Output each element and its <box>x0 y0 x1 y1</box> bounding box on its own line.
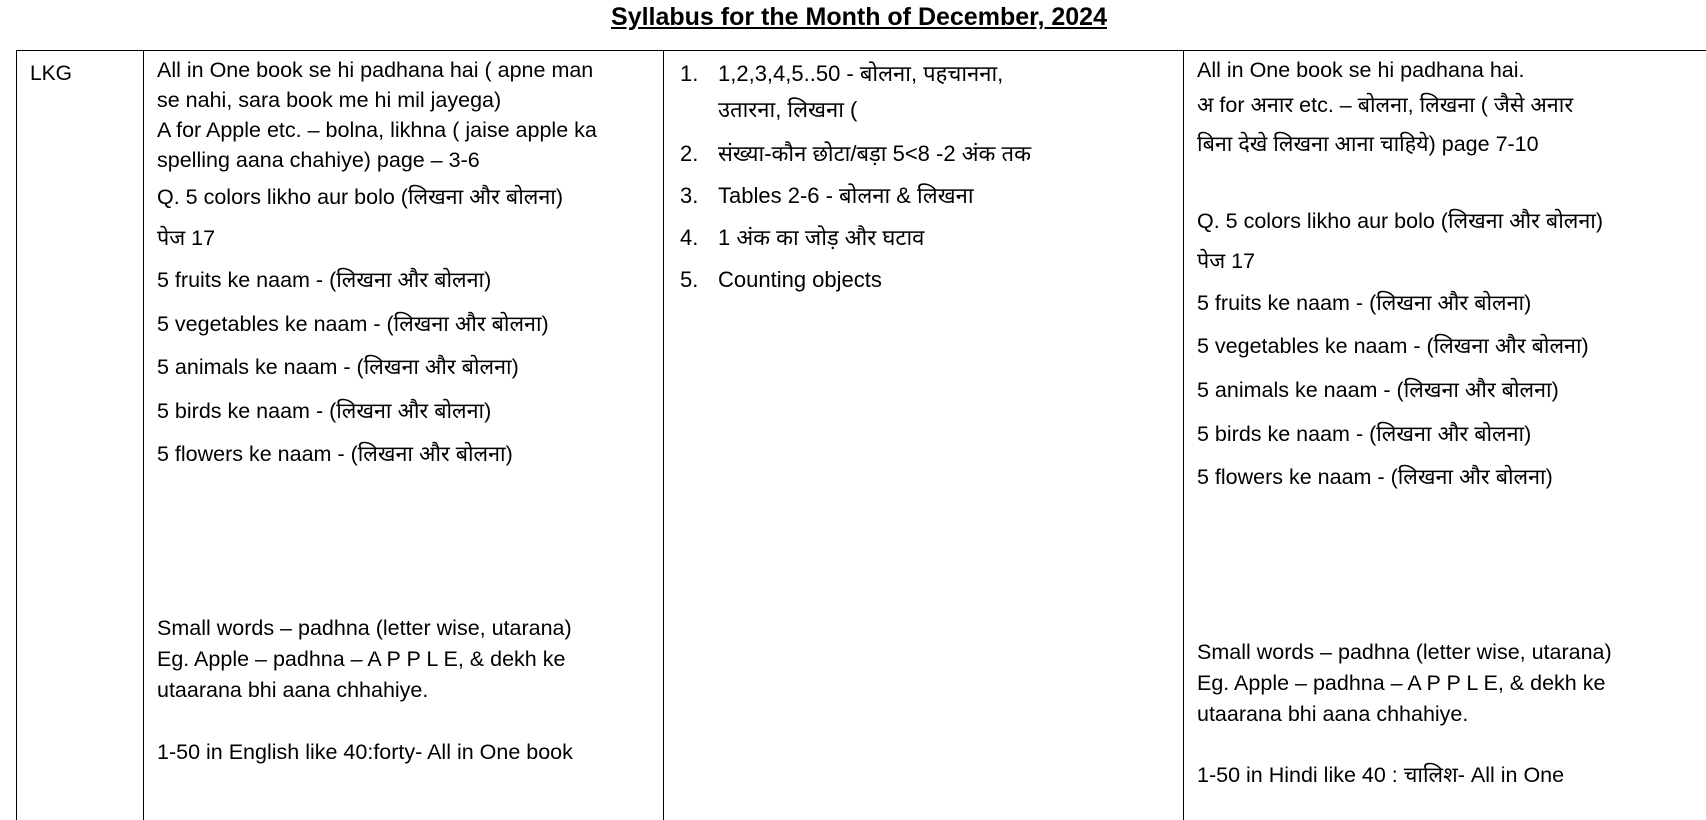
english-item: पेज 17 <box>157 226 216 250</box>
english-numbers-line: 1-50 in English like 40:forty- All in One book <box>157 740 573 764</box>
maths-item <box>680 265 882 295</box>
maths-item-number: 5. <box>680 267 699 292</box>
hindi-intro-line: बिना देखे लिखना आना चाहिये) page 7-10 <box>1197 132 1539 156</box>
page-title: Syllabus for the Month of December, 2024 <box>611 3 1107 31</box>
hindi-small-words-line: Small words – padhna (letter wise, utarana) <box>1197 640 1612 664</box>
maths-item-number: 2. <box>680 141 699 166</box>
maths-item-number: 4. <box>680 225 699 250</box>
hindi-numbers-line: 1-50 in Hindi like 40 : चालिश- All in One <box>1197 763 1565 787</box>
hindi-item: 5 animals ke naam - (लिखना और बोलना) <box>1197 378 1559 402</box>
english-small-words-line: Eg. Apple – padhna – A P P L E, & dekh ke <box>157 647 566 671</box>
maths-item <box>680 59 1003 89</box>
english-item: 5 flowers ke naam - (लिखना और बोलना) <box>157 442 513 466</box>
english-intro-line: All in One book se hi padhana hai ( apne man <box>157 58 594 82</box>
maths-item-number: 3. <box>680 183 699 208</box>
hindi-item: 5 vegetables ke naam - (लिखना और बोलना) <box>1197 334 1589 358</box>
hindi-item: Q. 5 colors likho aur bolo (लिखना और बोलना) <box>1197 209 1603 233</box>
english-item: 5 birds ke naam - (लिखना और बोलना) <box>157 399 492 423</box>
hindi-column <box>1184 51 1706 820</box>
english-item: 5 fruits ke naam - (लिखना और बोलना) <box>157 268 492 292</box>
maths-item <box>680 223 924 253</box>
maths-item <box>680 181 974 211</box>
english-column <box>144 51 664 820</box>
maths-item <box>680 95 857 125</box>
maths-item <box>680 139 1031 169</box>
maths-item-text: Tables 2-6 - बोलना & लिखना <box>718 183 974 208</box>
maths-item-text: 1 अंक का जोड़ और घटाव <box>718 225 925 250</box>
grade-label: LKG <box>30 62 73 85</box>
english-small-words-line: Small words – padhna (letter wise, utarana) <box>157 616 572 640</box>
english-item: 5 animals ke naam - (लिखना और बोलना) <box>157 355 519 379</box>
maths-column <box>664 51 1184 820</box>
maths-item-text: संख्या-कौन छोटा/बड़ा 5<8 -2 अंक तक <box>718 141 1031 166</box>
hindi-intro-line: अ for अनार etc. – बोलना, लिखना ( जैसे अनार <box>1197 93 1574 117</box>
syllabus-table <box>16 50 1706 820</box>
hindi-small-words-line: utaarana bhi aana chhahiye. <box>1197 702 1469 726</box>
maths-item-text: उतारना, लिखना ( <box>718 97 858 122</box>
english-intro-line: spelling aana chahiye) page – 3-6 <box>157 148 480 172</box>
english-small-words-line: utaarana bhi aana chhahiye. <box>157 678 429 702</box>
hindi-item: 5 birds ke naam - (लिखना और बोलना) <box>1197 422 1532 446</box>
english-item: 5 vegetables ke naam - (लिखना और बोलना) <box>157 312 549 336</box>
english-item: Q. 5 colors likho aur bolo (लिखना और बोलना) <box>157 185 563 209</box>
hindi-item: 5 fruits ke naam - (लिखना और बोलना) <box>1197 291 1532 315</box>
hindi-item: पेज 17 <box>1197 249 1256 273</box>
english-intro-line: se nahi, sara book me hi mil jayega) <box>157 88 502 112</box>
english-intro-line: A for Apple etc. – bolna, likhna ( jaise apple ka <box>157 118 597 142</box>
hindi-item: 5 flowers ke naam - (लिखना और बोलना) <box>1197 465 1553 489</box>
hindi-small-words-line: Eg. Apple – padhna – A P P L E, & dekh ke <box>1197 671 1606 695</box>
grade-column <box>17 51 144 820</box>
maths-item-number: 1. <box>680 61 699 86</box>
hindi-intro-line: All in One book se hi padhana hai. <box>1197 58 1525 82</box>
maths-item-text: Counting objects <box>718 267 882 292</box>
maths-item-text: 1,2,3,4,5..50 - बोलना, पहचानना, <box>718 61 1004 86</box>
